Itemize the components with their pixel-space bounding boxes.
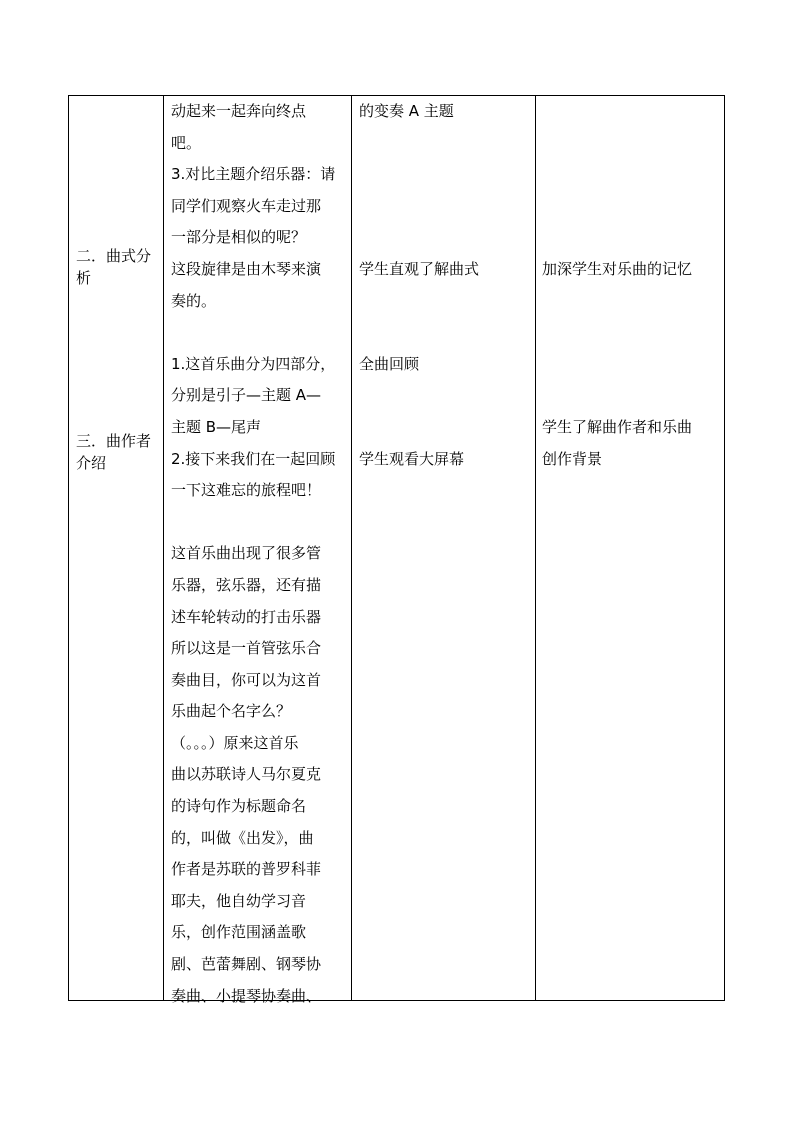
text-line: 作者是苏联的普罗科菲 bbox=[171, 860, 322, 879]
text-line: 加深学生对乐曲的记忆 bbox=[542, 259, 693, 278]
text-line bbox=[171, 507, 335, 539]
text-line: 奏的。 bbox=[171, 291, 217, 310]
column-divider bbox=[535, 96, 536, 1000]
text-line bbox=[542, 222, 692, 254]
text-line: 所以这是一首管弦乐合 bbox=[171, 639, 322, 658]
teacher-activity-cell bbox=[171, 96, 335, 1012]
text-line: 创作背景 bbox=[542, 449, 603, 468]
text-line: 一下这难忘的旅程吧！ bbox=[171, 481, 322, 500]
text-line: 动起来一起奔向终点 bbox=[171, 102, 307, 120]
text-line bbox=[542, 380, 692, 412]
text-line: 吧。 bbox=[171, 133, 202, 152]
text-line: 主题 B—尾声 bbox=[171, 417, 262, 436]
text-line: （。。。）原来这首乐 bbox=[171, 733, 299, 752]
section-label-composer-intro bbox=[76, 430, 151, 474]
text-line: 乐器，弦乐器，还有描 bbox=[171, 575, 322, 594]
text-line bbox=[542, 128, 692, 160]
text-line: 的，叫做《出发》，曲 bbox=[171, 828, 314, 847]
text-line bbox=[542, 159, 692, 191]
text-line: 的诗句作为标题命名 bbox=[171, 797, 307, 816]
column-divider bbox=[163, 96, 164, 1000]
text-line: 学生直观了解曲式 bbox=[359, 259, 480, 278]
text-line: 乐，创作范围涵盖歌 bbox=[171, 923, 307, 942]
section-label-line: 二．曲式分 bbox=[76, 247, 152, 265]
text-line bbox=[359, 412, 479, 444]
text-line: 学生了解曲作者和乐曲 bbox=[542, 417, 693, 436]
lesson-table bbox=[68, 95, 725, 1005]
section-label-form-analysis bbox=[76, 245, 151, 289]
text-line bbox=[542, 349, 692, 381]
text-line: 乐曲起个名字么？ bbox=[171, 702, 292, 721]
text-line: 剧、芭蕾舞剧、钢琴协 bbox=[171, 955, 322, 974]
text-line: 奏曲、小提琴协奏曲、 bbox=[171, 986, 322, 1005]
section-label-line: 三．曲作者 bbox=[76, 432, 152, 450]
student-activity-cell bbox=[359, 96, 479, 475]
section-label-line: 析 bbox=[76, 269, 92, 287]
text-line: 全曲回顾 bbox=[359, 354, 420, 373]
text-line bbox=[359, 128, 479, 160]
text-line bbox=[359, 159, 479, 191]
text-line: 述车轮转动的打击乐器 bbox=[171, 607, 322, 626]
column-divider bbox=[351, 96, 352, 1000]
text-line: 分别是引子—主题 A— bbox=[171, 386, 322, 405]
text-line: 曲以苏联诗人马尔夏克 bbox=[171, 765, 322, 784]
text-line bbox=[359, 317, 479, 349]
text-line bbox=[542, 96, 692, 128]
text-line: 2.接下来我们在一起回顾 bbox=[171, 449, 336, 468]
text-line: 同学们观察火车走过那 bbox=[171, 196, 322, 215]
text-line: 学生观看大屏幕 bbox=[359, 449, 465, 468]
text-line: 这段旋律是由木琴来演 bbox=[171, 259, 322, 278]
text-line: 奏曲目，你可以为这首 bbox=[171, 670, 322, 689]
text-line: 的变奏 A 主题 bbox=[359, 102, 454, 120]
section-label-line: 介绍 bbox=[76, 454, 107, 472]
text-line: 耶夫，他自幼学习音 bbox=[171, 891, 307, 910]
text-line: 一部分是相似的呢？ bbox=[171, 228, 307, 247]
text-line: 这首乐曲出现了很多管 bbox=[171, 544, 322, 563]
text-line bbox=[359, 286, 479, 318]
text-line bbox=[171, 317, 335, 349]
text-line bbox=[542, 191, 692, 223]
text-line bbox=[542, 286, 692, 318]
text-line bbox=[359, 380, 479, 412]
text-line bbox=[542, 317, 692, 349]
text-line: 1.这首乐曲分为四部分， bbox=[171, 354, 336, 373]
text-line: 3.对比主题介绍乐器：请 bbox=[171, 165, 336, 184]
text-line bbox=[359, 191, 479, 223]
text-line bbox=[359, 222, 479, 254]
design-intent-cell bbox=[542, 96, 692, 475]
